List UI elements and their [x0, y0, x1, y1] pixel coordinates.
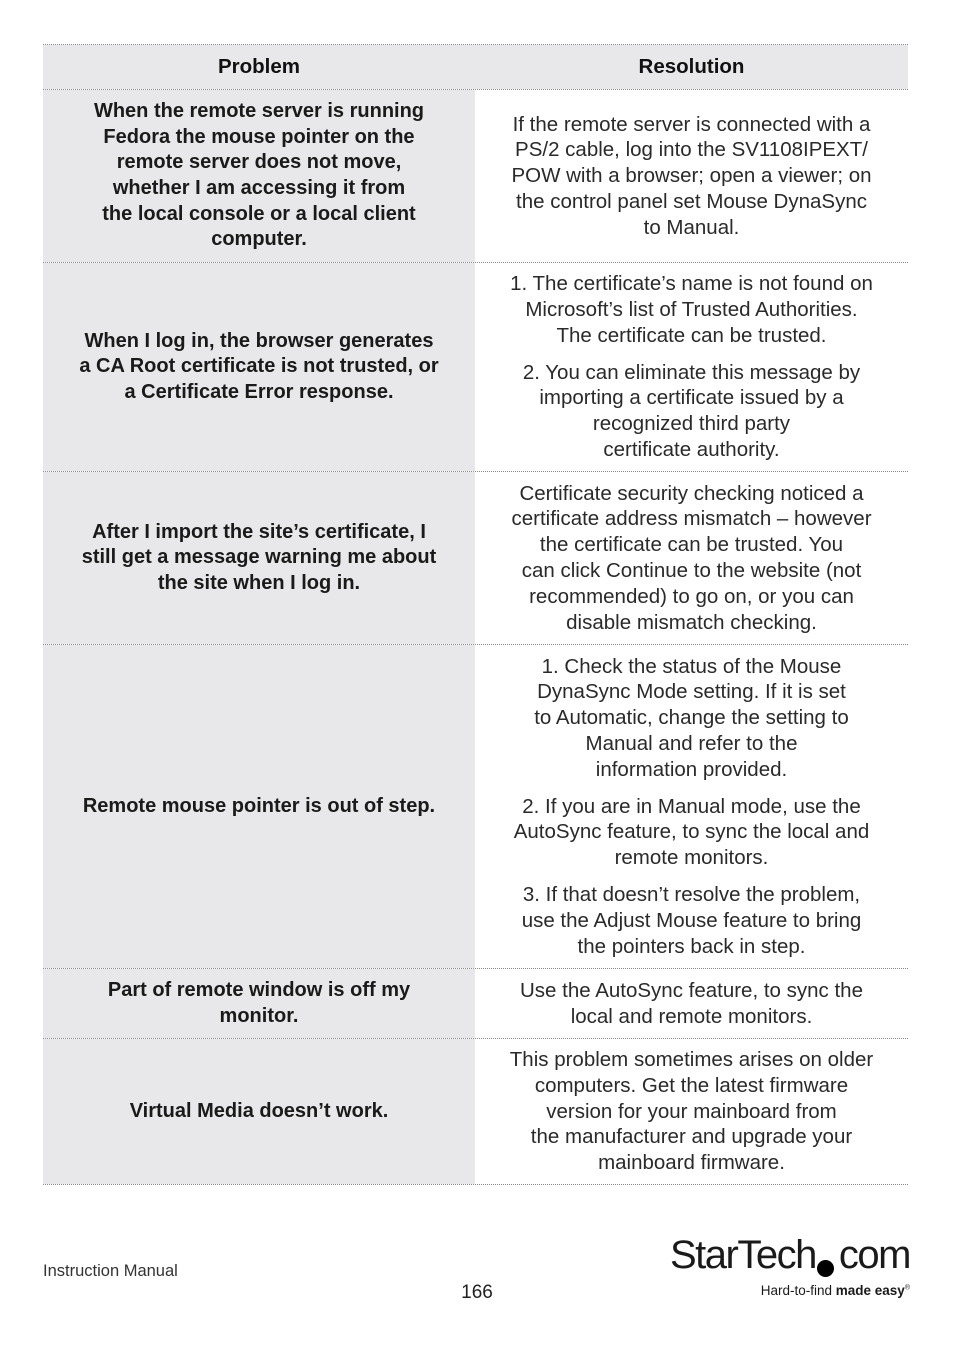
resolution-line: certificate authority.: [603, 437, 780, 461]
resolution-line: computers. Get the latest firmware: [534, 1073, 849, 1097]
problem-line: whether I am accessing it from: [112, 177, 406, 199]
problem-cell: [43, 1039, 475, 1184]
resolution-cell: [475, 472, 908, 644]
document-title: Instruction Manual: [43, 1262, 178, 1280]
table-row: [43, 471, 908, 644]
resolution-cell: [475, 90, 908, 262]
table-row: [43, 262, 908, 471]
resolution-line: The certificate can be trusted.: [556, 323, 827, 347]
problem-line: a CA Root certificate is not trusted, or: [79, 355, 439, 378]
resolution-line: POW with a browser; open a viewer; on: [511, 164, 872, 188]
resolution-line: Microsoft’s list of Trusted Authorities.: [525, 298, 858, 321]
logo-tagline: Hard-to-find made easy®: [760, 1283, 910, 1298]
resolution-line: disable mismatch checking.: [566, 610, 817, 634]
resolution-line: version for your mainboard from: [546, 1099, 837, 1123]
page-number: 166: [461, 1282, 493, 1303]
problem-line: monitor.: [219, 1004, 299, 1027]
problem-cell: [43, 969, 475, 1038]
resolution-line: use the Adjust Mouse feature to bring: [521, 908, 862, 932]
table-row: [43, 968, 908, 1038]
resolution-line: information provided.: [595, 757, 788, 781]
resolution-line: PS/2 cable, log into the SV1108IPEXT/: [515, 138, 868, 162]
resolution-line: the manufacturer and upgrade your: [530, 1125, 853, 1149]
resolution-column-header: Resolution: [475, 45, 908, 89]
resolution-line: to Automatic, change the setting to: [534, 706, 849, 730]
resolution-line: Certificate security checking noticed a: [519, 481, 864, 505]
problem-line: still get a message warning me about: [81, 546, 437, 569]
resolution-paragraph: [511, 112, 871, 241]
resolution-line: DynaSync Mode setting. If it is set: [537, 680, 846, 704]
problem-column-header: Problem: [43, 45, 475, 89]
problem-line: Virtual Media doesn’t work.: [129, 1099, 389, 1122]
resolution-line: recognized third party: [592, 412, 791, 436]
problem-line: When the remote server is running: [93, 100, 425, 123]
resolution-cell: [475, 263, 908, 471]
resolution-line: the control panel set Mouse DynaSync: [516, 189, 867, 213]
resolution-paragraph: [510, 271, 873, 348]
resolution-line: mainboard firmware.: [598, 1151, 785, 1175]
resolution-line: 2. You can eliminate this message by: [522, 360, 861, 384]
problem-line: Part of remote window is off my: [107, 978, 411, 1001]
resolution-line: the pointers back in step.: [577, 934, 806, 958]
resolution-line: the certificate can be trusted. You: [539, 533, 844, 557]
problem-line: After I import the site’s certificate, I: [92, 520, 426, 543]
logo-wordmark: StarTech com: [670, 1233, 910, 1277]
table-row: [43, 1038, 908, 1185]
problem-line: Remote mouse pointer is out of step.: [82, 794, 436, 817]
resolution-paragraph: [522, 882, 862, 959]
table-row: [43, 89, 908, 262]
logo-dot-icon: [817, 1260, 834, 1277]
resolution-paragraph: [511, 481, 871, 636]
resolution-line: importing a certificate issued by a: [539, 386, 844, 410]
resolution-cell: [475, 969, 908, 1038]
problem-cell: [43, 645, 475, 968]
resolution-line: Manual and refer to the: [585, 732, 798, 755]
resolution-line: Use the AutoSync feature, to sync the: [519, 978, 863, 1002]
problem-line: computer.: [211, 228, 307, 251]
resolution-line: local and remote monitors.: [570, 1004, 813, 1028]
problem-line: When I log in, the browser generates: [84, 329, 434, 352]
problem-line: a Certificate Error response.: [124, 380, 394, 403]
problem-cell: [43, 263, 475, 471]
resolution-line: If the remote server is connected with a: [512, 112, 871, 136]
resolution-line: remote monitors.: [614, 846, 769, 870]
problem-line: the site when I log in.: [157, 571, 361, 594]
resolution-line: This problem sometimes arises on older: [509, 1048, 874, 1071]
resolution-line: 2. If you are in Manual mode, use the: [522, 794, 861, 818]
resolution-paragraph: [523, 360, 860, 463]
resolution-line: to Manual.: [643, 215, 740, 239]
problem-line: the local console or a local client: [102, 202, 416, 225]
problem-cell: [43, 90, 475, 262]
resolution-paragraph: [520, 978, 863, 1030]
resolution-cell: [475, 645, 908, 968]
resolution-line: certificate address mismatch – however: [511, 507, 872, 531]
resolution-line: 1. Check the status of the Mouse: [541, 654, 842, 678]
problem-cell: [43, 472, 475, 644]
resolution-paragraph: [514, 794, 870, 871]
resolution-paragraph: [534, 654, 849, 783]
resolution-line: can click Continue to the website (not: [521, 559, 862, 582]
resolution-line: AutoSync feature, to sync the local and: [513, 820, 870, 844]
resolution-paragraph: [510, 1047, 873, 1176]
resolution-line: 1. The certificate’s name is not found on: [510, 272, 873, 296]
troubleshooting-table: [43, 44, 908, 1185]
resolution-line: 3. If that doesn’t resolve the problem,: [522, 882, 861, 906]
table-header-row: [43, 44, 908, 89]
resolution-cell: [475, 1039, 908, 1184]
problem-line: remote server does not move,: [116, 151, 402, 174]
table-row: [43, 644, 908, 968]
problem-line: Fedora the mouse pointer on the: [103, 125, 415, 148]
startech-logo: [670, 1233, 910, 1305]
resolution-line: recommended) to go on, or you can: [529, 584, 854, 608]
